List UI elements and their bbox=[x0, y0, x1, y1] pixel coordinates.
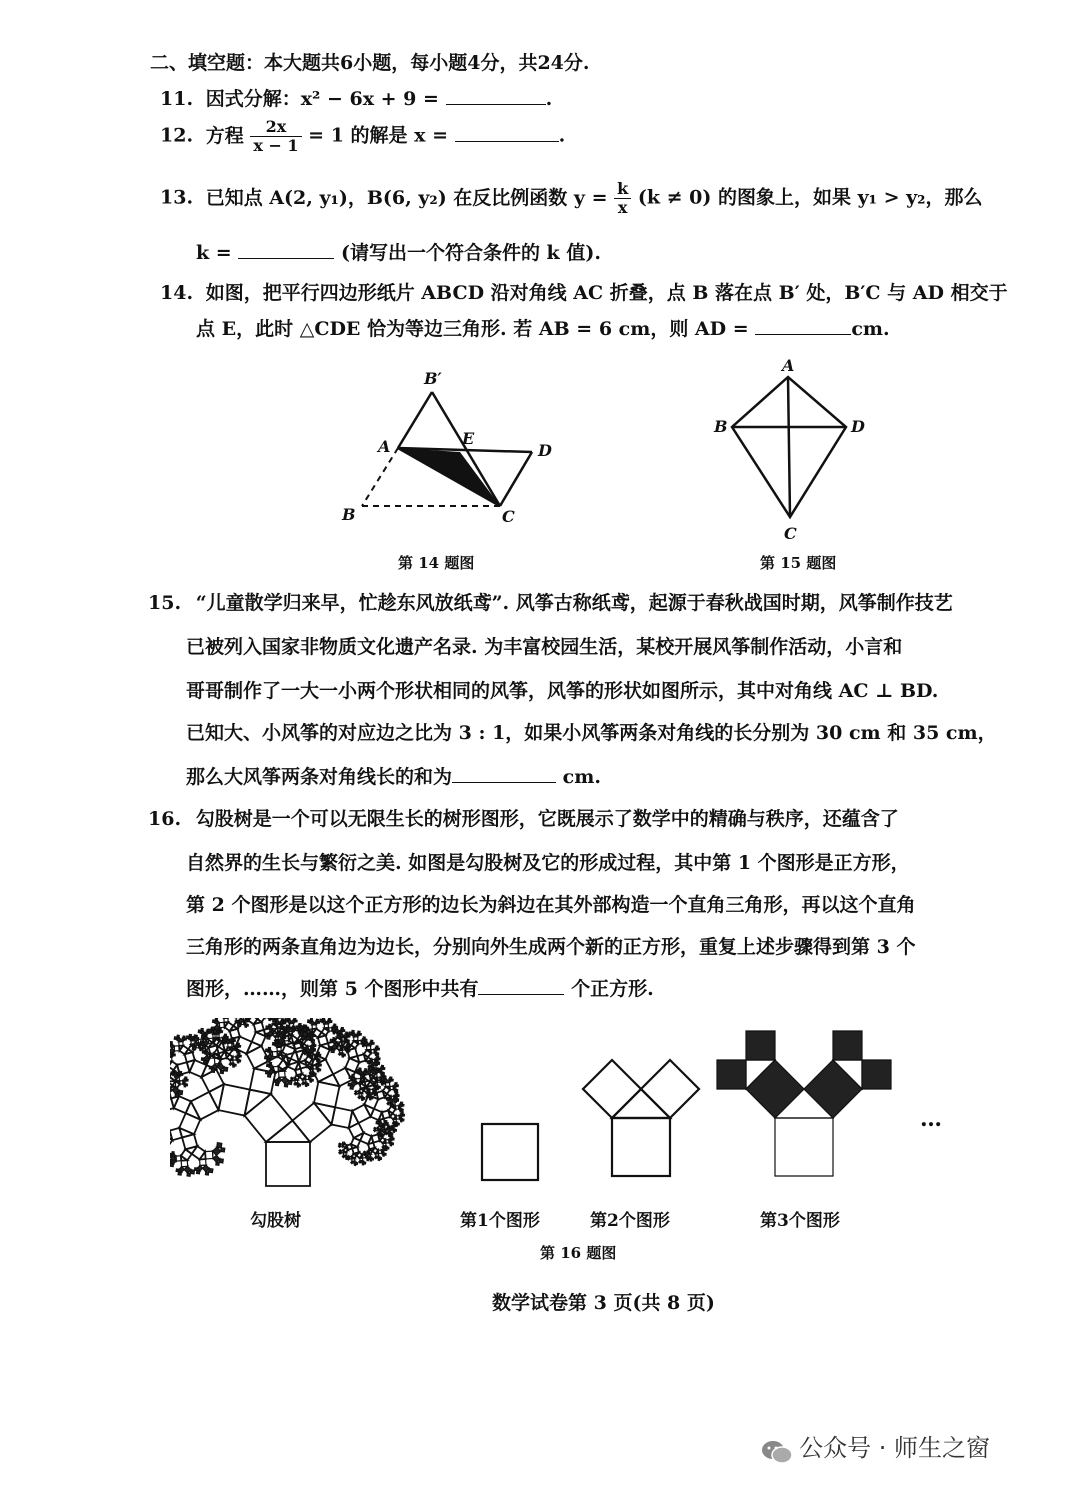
answer-blank[interactable] bbox=[446, 86, 546, 105]
question-number: 13. bbox=[160, 186, 194, 209]
figure-2 bbox=[583, 1060, 699, 1176]
label-d: D bbox=[851, 417, 865, 436]
question-14-line2: 点 E，此时 △CDE 恰为等边三角形. 若 AB = 6 cm，则 AD = cm. bbox=[196, 318, 890, 340]
label-a: A bbox=[782, 356, 795, 375]
figure-14-caption: 第 14 题图 bbox=[398, 554, 475, 572]
question-16-line2: 自然界的生长与繁衍之美. 如图是勾股树及它的形成过程，其中第 1 个图形是正方形， bbox=[186, 852, 910, 874]
figure-15-caption: 第 15 题图 bbox=[760, 554, 837, 572]
question-13-line2: k = (请写出一个符合条件的 k 值). bbox=[196, 242, 601, 264]
question-number: 16. bbox=[148, 808, 182, 830]
label-b-prime: B′ bbox=[424, 369, 442, 388]
question-15: 15. “儿童散学归来早，忙趁东风放纸鸢”. 风筝古称纸鸢，起源于春秋战国时期，风筝制作技艺 bbox=[148, 592, 953, 614]
question-number: 15. bbox=[148, 592, 182, 614]
question-15-line4: 已知大、小风筝的对应边之比为 3 : 1，如果小风筝两条对角线的长分别为 30 cm 和 35 cm， bbox=[186, 722, 997, 744]
ellipsis: … bbox=[920, 1106, 942, 1132]
label-c: C bbox=[502, 507, 515, 526]
answer-blank[interactable] bbox=[755, 316, 851, 335]
wechat-icon bbox=[760, 1438, 794, 1466]
question-14: 14. 如图，把平行四边形纸片 ABCD 沿对角线 AC 折叠，点 B 落在点 B′ 处，B′C 与 AD 相交于 bbox=[160, 282, 1008, 304]
question-16-line3: 第 2 个图形是以这个正方形的边长为斜边在其外部构造一个直角三角形，再以这个直角 bbox=[186, 894, 916, 916]
question-15-line3: 哥哥制作了一大一小两个形状相同的风筝，风筝的形状如图所示，其中对角线 AC ⊥ BD. bbox=[186, 680, 939, 702]
answer-blank[interactable] bbox=[478, 976, 564, 995]
question-12: 12. 方程 $\frac{2x}{x - 1}$ = 1 的解是 x = . bbox=[160, 117, 566, 155]
answer-blank[interactable] bbox=[238, 240, 334, 259]
question-11: 11. 因式分解：x² − 6x + 9 = . bbox=[160, 88, 553, 110]
question-13: 13. 已知点 A(2, y₁)，B(6, y₂) 在反比例函数 y = $\frac{k}{x}$ (k ≠ 0) 的图象上，如果 y₁ > y₂，那么 bbox=[160, 179, 983, 217]
question-text: 因式分解：x² − 6x + 9 = bbox=[205, 88, 439, 110]
question-number: 11. bbox=[160, 88, 194, 110]
question-number: 12. bbox=[160, 124, 194, 147]
page-footer: 数学试卷第 3 页(共 8 页) bbox=[492, 1292, 715, 1314]
figure-16 bbox=[170, 1018, 990, 1218]
question-16-line5: 图形，……，则第 5 个图形中共有 个正方形. bbox=[186, 978, 654, 1000]
figure-15 bbox=[700, 355, 880, 545]
label-c: C bbox=[784, 524, 797, 543]
pythagoras-tree bbox=[170, 1018, 405, 1186]
question-16-line4: 三角形的两条直角边为边长，分别向外生成两个新的正方形，重复上述步骤得到第 3 个 bbox=[186, 936, 916, 958]
question-number: 14. bbox=[160, 282, 194, 304]
question-16: 16. 勾股树是一个可以无限生长的树形图形，它既展示了数学中的精确与秩序，还蕴含了 bbox=[148, 808, 899, 830]
figure-3 bbox=[717, 1031, 891, 1176]
label-pythagoras-tree: 勾股树 bbox=[250, 1211, 301, 1231]
label-a: A bbox=[378, 437, 391, 456]
figure-1-square bbox=[482, 1124, 538, 1180]
answer-blank[interactable] bbox=[455, 123, 559, 142]
section-header: 二、填空题：本大题共6小题，每小题4分，共24分. bbox=[150, 52, 590, 74]
answer-blank[interactable] bbox=[452, 764, 556, 783]
fraction: $\frac{k}{x}$ bbox=[614, 180, 631, 217]
label-b: B bbox=[342, 505, 356, 524]
fraction: $\frac{2x}{x - 1}$ bbox=[250, 118, 301, 155]
label-e: E bbox=[462, 429, 475, 448]
label-figure-1: 第1个图形 bbox=[460, 1211, 540, 1231]
figure-14 bbox=[320, 360, 580, 530]
question-15-line2: 已被列入国家非物质文化遗产名录. 为丰富校园生活，某校开展风筝制作活动，小言和 bbox=[186, 636, 903, 658]
label-figure-3: 第3个图形 bbox=[760, 1211, 840, 1231]
question-15-line5: 那么大风筝两条对角线长的和为 cm. bbox=[186, 766, 601, 788]
label-d: D bbox=[538, 441, 552, 460]
label-figure-2: 第2个图形 bbox=[590, 1211, 670, 1231]
label-b: B bbox=[714, 417, 728, 436]
watermark: 公众号 · 师生之窗 bbox=[760, 1428, 990, 1466]
figure-16-caption: 第 16 题图 bbox=[540, 1244, 617, 1262]
